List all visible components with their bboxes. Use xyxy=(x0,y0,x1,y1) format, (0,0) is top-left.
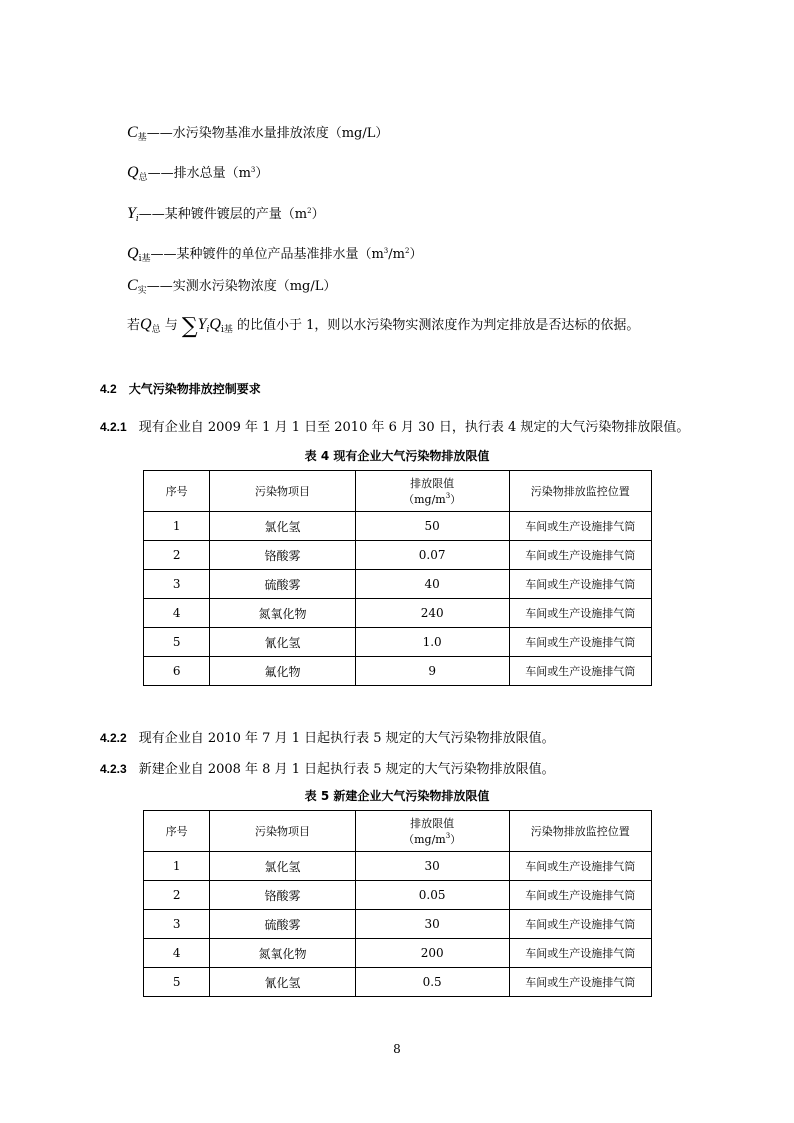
clause-number: 4.2.1 xyxy=(100,420,127,434)
cell-location: 车间或生产设施排气筒 xyxy=(509,570,651,599)
cell-limit: 0.07 xyxy=(355,541,509,570)
symbol: Q xyxy=(127,164,139,181)
sigma-symbol: ∑ xyxy=(181,314,198,339)
header-location: 污染物排放监控位置 xyxy=(509,471,651,512)
cell-no: 2 xyxy=(144,881,210,910)
definition-tail: ） xyxy=(255,166,269,181)
table-row xyxy=(144,852,652,881)
clause-4-2-3 xyxy=(100,758,555,777)
cell-location: 车间或生产设施排气筒 xyxy=(509,512,651,541)
table5-caption: 表 5 新建企业大气污染物排放限值 xyxy=(304,789,490,803)
cell-location: 车间或生产设施排气筒 xyxy=(509,910,651,939)
clause-text: 现有企业自 2009 年 1 月 1 日至 2010 年 6 月 30 日，执行表 4 规定的大气污染物排放限值。 xyxy=(138,420,690,435)
table-row xyxy=(144,599,652,628)
table-row xyxy=(144,628,652,657)
page-number: 8 xyxy=(393,1042,401,1056)
header-limit xyxy=(355,811,509,852)
superscript: 2 xyxy=(307,207,312,215)
definition-q-total xyxy=(127,162,268,183)
table-row xyxy=(144,910,652,939)
subscript: 基 xyxy=(137,133,147,143)
table4-caption: 表 4 现有企业大气污染物排放限值 xyxy=(304,449,490,463)
table5 xyxy=(143,810,652,997)
definition-y-i xyxy=(127,203,325,224)
cell-item: 氰化氢 xyxy=(210,968,355,997)
cell-no: 1 xyxy=(144,512,210,541)
cell-item: 硫酸雾 xyxy=(210,570,355,599)
table-row xyxy=(144,968,652,997)
cell-no: 3 xyxy=(144,570,210,599)
cell-limit: 1.0 xyxy=(355,628,509,657)
cell-no: 4 xyxy=(144,599,210,628)
cell-limit: 50 xyxy=(355,512,509,541)
cell-limit: 240 xyxy=(355,599,509,628)
section-4-2-heading xyxy=(100,380,261,397)
dash: —— xyxy=(146,279,173,294)
clause-4-2-2 xyxy=(100,727,555,746)
cell-item: 硫酸雾 xyxy=(210,910,355,939)
cell-location: 车间或生产设施排气筒 xyxy=(509,881,651,910)
cell-item: 氮氧化物 xyxy=(210,599,355,628)
subscript: i基 xyxy=(138,254,151,264)
cell-location: 车间或生产设施排气筒 xyxy=(509,541,651,570)
cell-no: 4 xyxy=(144,939,210,968)
table-row xyxy=(144,657,652,686)
definition-tail: ） xyxy=(409,247,423,262)
header-limit xyxy=(355,471,509,512)
table-row xyxy=(144,541,652,570)
symbol: Q xyxy=(209,316,221,333)
cell-no: 5 xyxy=(144,968,210,997)
superscript: 3 xyxy=(445,492,451,500)
cell-no: 2 xyxy=(144,541,210,570)
header-no: 序号 xyxy=(144,811,210,852)
subscript: 总 xyxy=(151,325,161,335)
cell-item: 氟化物 xyxy=(210,657,355,686)
symbol: Y xyxy=(127,205,136,222)
superscript: 2 xyxy=(404,247,410,255)
header-item: 污染物项目 xyxy=(210,811,355,852)
symbol: Q xyxy=(127,245,139,262)
table-row xyxy=(144,881,652,910)
cell-limit: 30 xyxy=(355,852,509,881)
clause-number: 4.2.2 xyxy=(100,731,127,745)
header-no: 序号 xyxy=(144,471,210,512)
dash: —— xyxy=(138,207,165,222)
symbol: C xyxy=(127,277,138,294)
cell-limit: 40 xyxy=(355,570,509,599)
table-header-row xyxy=(144,471,652,512)
subscript: i xyxy=(135,214,139,224)
definition-text: 实测水污染物浓度（mg/L） xyxy=(172,279,337,294)
table5-body xyxy=(144,852,652,997)
definition-tail: ） xyxy=(311,207,325,222)
cell-item: 氯化氢 xyxy=(210,512,355,541)
header-limit-label: 排放限值 xyxy=(410,477,455,490)
definition-q-i-base xyxy=(127,243,422,264)
header-limit-label: 排放限值 xyxy=(410,817,455,830)
symbol: Q xyxy=(140,316,152,333)
ratio-sentence xyxy=(127,314,639,339)
subscript: i基 xyxy=(220,325,233,335)
dash: —— xyxy=(150,247,177,262)
cell-limit: 9 xyxy=(355,657,509,686)
cell-no: 5 xyxy=(144,628,210,657)
clause-number: 4.2.3 xyxy=(100,762,127,776)
cell-no: 3 xyxy=(144,910,210,939)
subscript: 实 xyxy=(137,286,147,296)
table-header-row xyxy=(144,811,652,852)
definition-text: 某种镀件的单位产品基准排水量（m xyxy=(176,247,384,262)
cell-limit: 0.05 xyxy=(355,881,509,910)
cell-location: 车间或生产设施排气筒 xyxy=(509,968,651,997)
cell-location: 车间或生产设施排气筒 xyxy=(509,628,651,657)
dash: —— xyxy=(147,166,174,181)
cell-item: 氯化氢 xyxy=(210,852,355,881)
unit-tail: ） xyxy=(450,833,462,846)
dash: —— xyxy=(146,126,173,141)
table4 xyxy=(143,470,652,686)
definition-mid: /m xyxy=(388,247,405,262)
cell-location: 车间或生产设施排气筒 xyxy=(509,599,651,628)
subscript: 总 xyxy=(138,173,148,183)
cell-no: 1 xyxy=(144,852,210,881)
cell-limit: 30 xyxy=(355,910,509,939)
clause-text: 新建企业自 2008 年 8 月 1 日起执行表 5 规定的大气污染物排放限值。 xyxy=(138,762,555,777)
symbol: Y xyxy=(197,316,207,333)
cell-location: 车间或生产设施排气筒 xyxy=(509,657,651,686)
definition-text: 排水总量（m xyxy=(173,166,251,181)
ratio-suffix: 的比值小于 1，则以水污染物实测浓度作为判定排放是否达标的依据。 xyxy=(237,318,640,333)
section-number: 4.2 xyxy=(100,382,117,396)
cell-item: 铬酸雾 xyxy=(210,541,355,570)
header-item: 污染物项目 xyxy=(210,471,355,512)
header-location: 污染物排放监控位置 xyxy=(509,811,651,852)
symbol: C xyxy=(127,124,138,141)
cell-item: 氰化氢 xyxy=(210,628,355,657)
table4-body xyxy=(144,512,652,686)
table-row xyxy=(144,570,652,599)
definition-c-base xyxy=(127,122,388,143)
header-limit-unit xyxy=(356,491,509,507)
ratio-prefix: 若 xyxy=(127,318,141,333)
header-limit-unit xyxy=(356,831,509,847)
cell-no: 6 xyxy=(144,657,210,686)
superscript: 3 xyxy=(250,166,256,174)
ratio-connector: 与 xyxy=(164,318,178,333)
table-row xyxy=(144,512,652,541)
clause-text: 现有企业自 2010 年 7 月 1 日起执行表 5 规定的大气污染物排放限值。 xyxy=(138,731,555,746)
definition-c-measured xyxy=(127,275,336,296)
cell-location: 车间或生产设施排气筒 xyxy=(509,939,651,968)
unit-text: （mg/m xyxy=(403,833,446,846)
unit-text: （mg/m xyxy=(403,493,446,506)
subscript: i xyxy=(206,325,210,335)
superscript: 3 xyxy=(383,247,389,255)
cell-limit: 0.5 xyxy=(355,968,509,997)
definition-text: 水污染物基准水量排放浓度（mg/L） xyxy=(172,126,389,141)
section-title: 大气污染物排放控制要求 xyxy=(128,382,261,396)
cell-location: 车间或生产设施排气筒 xyxy=(509,852,651,881)
cell-item: 铬酸雾 xyxy=(210,881,355,910)
clause-4-2-1 xyxy=(100,416,689,435)
definition-text: 某种镀件镀层的产量（m xyxy=(164,207,308,222)
unit-tail: ） xyxy=(450,493,462,506)
cell-limit: 200 xyxy=(355,939,509,968)
cell-item: 氮氧化物 xyxy=(210,939,355,968)
superscript: 3 xyxy=(445,832,451,840)
table-row xyxy=(144,939,652,968)
